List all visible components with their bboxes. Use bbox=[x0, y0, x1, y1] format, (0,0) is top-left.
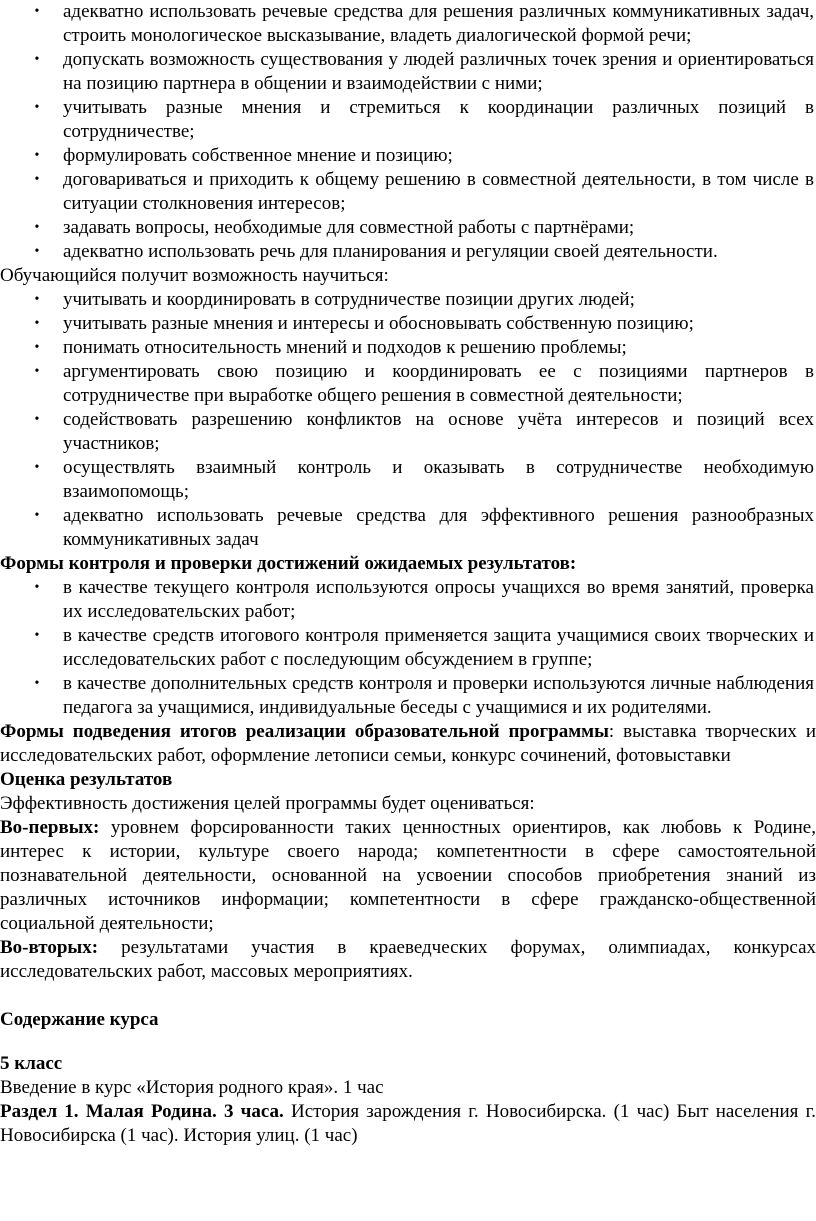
list-item: • допускать возможность существования у людей различных точек зрения и ориентироваться на позицию партнера в общении и взаимодействии с ними; bbox=[63, 48, 816, 96]
list-item: • в качестве средств итогового контроля применяется защита учащимися своих творческих и исследовательских работ с последующим обсуждением в группе; bbox=[63, 624, 816, 672]
opportunity-intro: Обучающийся получит возможность научиться: bbox=[0, 265, 389, 286]
bullet-icon: • bbox=[34, 292, 40, 307]
content-heading: Содержание курса bbox=[0, 1009, 159, 1030]
summary-label: Формы подведения итогов реализации образовательной программы bbox=[0, 721, 609, 742]
list-item: • содействовать разрешению конфликтов на основе учёта интересов и позиций всех участников; bbox=[63, 408, 816, 456]
communicative-skills-list bbox=[0, 0, 816, 264]
list-item: • в качестве текущего контроля используются опросы учащихся во время занятий, проверка их исследовательских работ; bbox=[63, 576, 816, 624]
list-item: • учитывать разные мнения и интересы и обосновывать собственную позицию; bbox=[63, 312, 816, 336]
section-paragraph bbox=[0, 1100, 816, 1148]
bullet-icon: • bbox=[34, 4, 40, 19]
bullet-icon: • bbox=[34, 340, 40, 355]
opportunity-list bbox=[0, 288, 816, 552]
bullet-icon: • bbox=[34, 52, 40, 67]
bullet-icon: • bbox=[34, 628, 40, 643]
evaluation-heading: Оценка результатов bbox=[0, 769, 173, 790]
list-item: • задавать вопросы, необходимые для совместной работы с партнёрами; bbox=[63, 216, 816, 240]
course-intro: Введение в курс «История родного края». 1 час bbox=[0, 1077, 384, 1098]
bullet-icon: • bbox=[34, 508, 40, 523]
bullet-icon: • bbox=[34, 460, 40, 475]
list-item: • адекватно использовать речевые средства для эффективного решения разнообразных коммуникативных задач bbox=[63, 504, 816, 552]
control-list bbox=[0, 576, 816, 720]
control-heading: Формы контроля и проверки достижений ожидаемых результатов: bbox=[0, 553, 577, 574]
list-item: • учитывать разные мнения и стремиться к координации различных позиций в сотрудничестве; bbox=[63, 96, 816, 144]
evaluation-first bbox=[0, 816, 816, 936]
grade-heading: 5 класс bbox=[0, 1053, 63, 1074]
list-item: • понимать относительность мнений и подходов к решению проблемы; bbox=[63, 336, 816, 360]
list-item: • договариваться и приходить к общему решению в совместной деятельности, в том числе в ситуации столкновения интересов; bbox=[63, 168, 816, 216]
first-text: уровнем форсированности таких ценностных ориентиров, как любовь к Родине, интерес к истории, культуре своего народа; компетентности в сфере самостоятельной познавательной деятельности, основанной на усвоении способов приобретения знаний из различных источников информации; компетентности в сфере гражданско-общественной социальной деятельности; bbox=[0, 817, 816, 934]
bullet-icon: • bbox=[34, 364, 40, 379]
list-item: • адекватно использовать речь для планирования и регуляции своей деятельности. bbox=[63, 240, 816, 264]
list-item: • адекватно использовать речевые средства для решения различных коммуникативных задач, строить монологическое высказывание, владеть диалогической формой речи; bbox=[63, 0, 816, 48]
list-item: • учитывать и координировать в сотрудничестве позиции других людей; bbox=[63, 288, 816, 312]
bullet-icon: • bbox=[34, 412, 40, 427]
bullet-icon: • bbox=[34, 676, 40, 691]
bullet-icon: • bbox=[34, 220, 40, 235]
summary-paragraph bbox=[0, 720, 816, 768]
second-text: результатами участия в краеведческих форумах, олимпиадах, конкурсах исследовательских работ, массовых мероприятиях. bbox=[0, 937, 816, 982]
first-label: Во-первых: bbox=[0, 817, 100, 838]
evaluation-second bbox=[0, 936, 816, 984]
section-text: История зарождения г. Новосибирска. (1 час) Быт населения г. Новосибирска (1 час). История улиц. (1 час) bbox=[0, 1101, 816, 1146]
list-item: • в качестве дополнительных средств контроля и проверки используются личные наблюдения педагога за учащимися, индивидуальные беседы с учащимися и их родителями. bbox=[63, 672, 816, 720]
bullet-icon: • bbox=[34, 316, 40, 331]
bullet-icon: • bbox=[34, 100, 40, 115]
second-label: Во-вторых: bbox=[0, 937, 99, 958]
list-item: • осуществлять взаимный контроль и оказывать в сотрудничестве необходимую взаимопомощь; bbox=[63, 456, 816, 504]
bullet-icon: • bbox=[34, 148, 40, 163]
evaluation-intro: Эффективность достижения целей программы будет оцениваться: bbox=[0, 793, 535, 814]
list-item: • аргументировать свою позицию и координировать ее с позициями партнеров в сотрудничестве при выработке общего решения в совместной деятельности; bbox=[63, 360, 816, 408]
list-item: • формулировать собственное мнение и позицию; bbox=[63, 144, 816, 168]
bullet-icon: • bbox=[34, 244, 40, 259]
bullet-icon: • bbox=[34, 580, 40, 595]
bullet-icon: • bbox=[34, 172, 40, 187]
section-label: Раздел 1. Малая Родина. 3 часа. bbox=[0, 1101, 284, 1122]
summary-text: : выставка творческих и исследовательских работ, оформление летописи семьи, конкурс сочинений, фотовыставки bbox=[0, 721, 816, 766]
